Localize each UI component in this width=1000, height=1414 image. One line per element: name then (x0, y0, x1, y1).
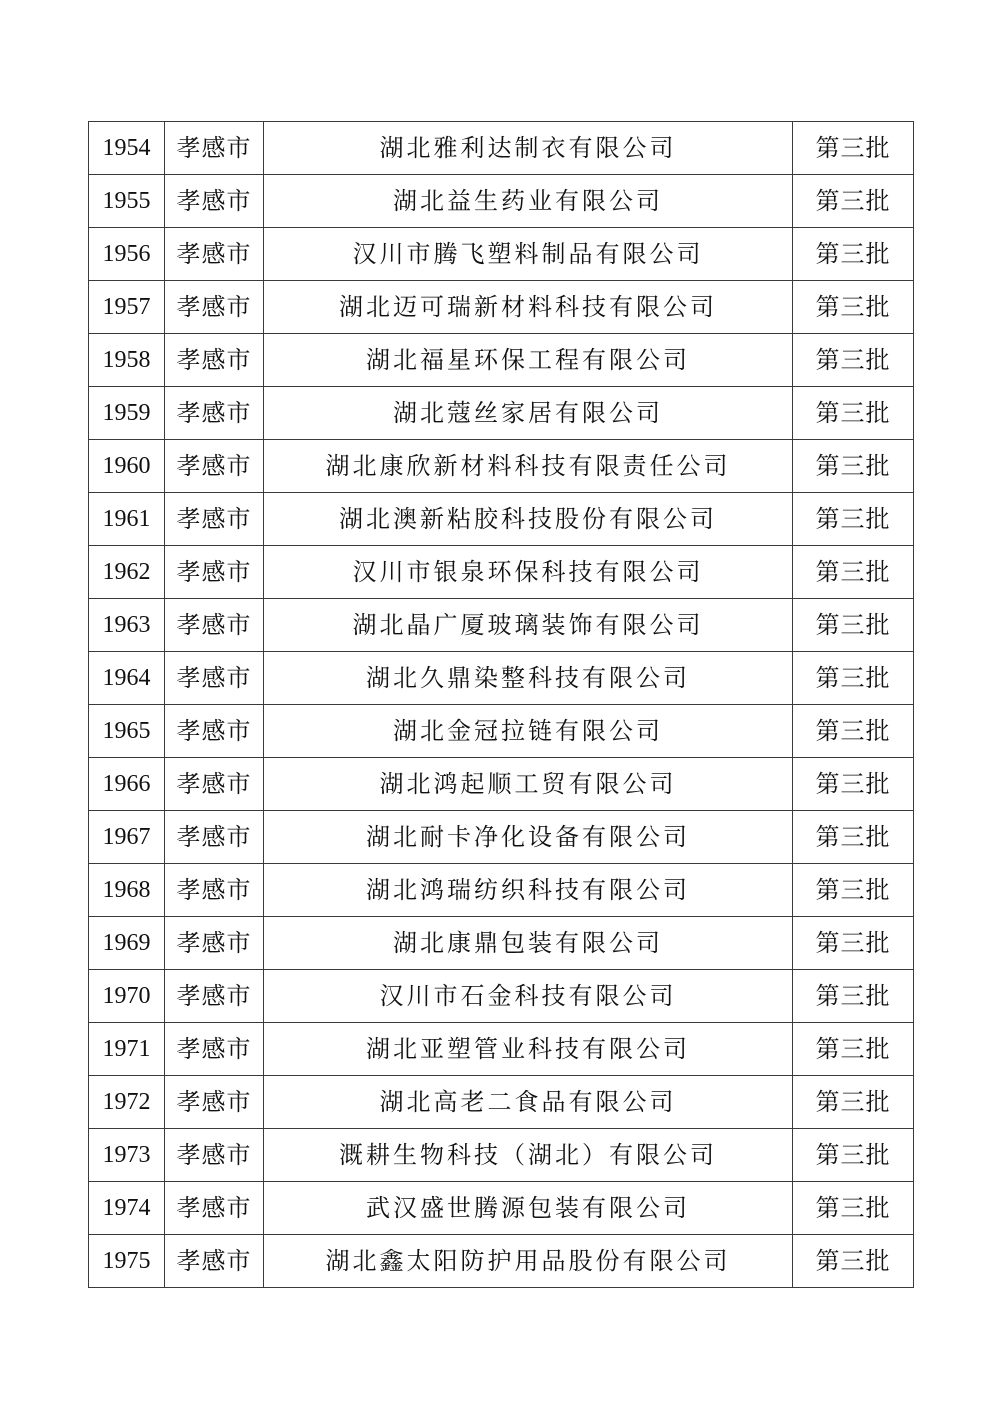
company-name-cell: 湖北福星环保工程有限公司 (264, 334, 793, 387)
serial-number-cell: 1961 (89, 493, 165, 546)
serial-number-cell: 1955 (89, 175, 165, 228)
table-row (89, 970, 914, 1023)
batch-cell: 第三批 (793, 1023, 914, 1076)
serial-number-cell: 1963 (89, 599, 165, 652)
batch-cell: 第三批 (793, 811, 914, 864)
company-name-cell: 湖北迈可瑞新材料科技有限公司 (264, 281, 793, 334)
batch-cell: 第三批 (793, 493, 914, 546)
table-row (89, 334, 914, 387)
city-cell: 孝感市 (165, 228, 264, 281)
table-row (89, 281, 914, 334)
batch-cell: 第三批 (793, 546, 914, 599)
serial-number-cell: 1967 (89, 811, 165, 864)
serial-number-cell: 1959 (89, 387, 165, 440)
company-name-cell: 湖北康欣新材料科技有限责任公司 (264, 440, 793, 493)
serial-number-cell: 1954 (89, 122, 165, 175)
company-name-cell: 湖北澳新粘胶科技股份有限公司 (264, 493, 793, 546)
city-cell: 孝感市 (165, 122, 264, 175)
city-cell: 孝感市 (165, 1235, 264, 1288)
serial-number-cell: 1962 (89, 546, 165, 599)
table-row (89, 705, 914, 758)
batch-cell: 第三批 (793, 917, 914, 970)
company-name-cell: 湖北耐卡净化设备有限公司 (264, 811, 793, 864)
batch-cell: 第三批 (793, 228, 914, 281)
serial-number-cell: 1957 (89, 281, 165, 334)
batch-cell: 第三批 (793, 334, 914, 387)
table-row (89, 122, 914, 175)
table-row (89, 864, 914, 917)
table-row (89, 1235, 914, 1288)
serial-number-cell: 1970 (89, 970, 165, 1023)
city-cell: 孝感市 (165, 1129, 264, 1182)
city-cell: 孝感市 (165, 811, 264, 864)
company-name-cell: 湖北鸿起顺工贸有限公司 (264, 758, 793, 811)
batch-cell: 第三批 (793, 1076, 914, 1129)
city-cell: 孝感市 (165, 387, 264, 440)
city-cell: 孝感市 (165, 1182, 264, 1235)
table-row (89, 1076, 914, 1129)
company-name-cell: 湖北康鼎包装有限公司 (264, 917, 793, 970)
company-name-cell: 湖北亚塑管业科技有限公司 (264, 1023, 793, 1076)
city-cell: 孝感市 (165, 705, 264, 758)
batch-cell: 第三批 (793, 970, 914, 1023)
batch-cell: 第三批 (793, 652, 914, 705)
city-cell: 孝感市 (165, 281, 264, 334)
table-row (89, 917, 914, 970)
city-cell: 孝感市 (165, 970, 264, 1023)
serial-number-cell: 1966 (89, 758, 165, 811)
city-cell: 孝感市 (165, 493, 264, 546)
serial-number-cell: 1972 (89, 1076, 165, 1129)
company-name-cell: 湖北雅利达制衣有限公司 (264, 122, 793, 175)
table-row (89, 546, 914, 599)
city-cell: 孝感市 (165, 334, 264, 387)
batch-cell: 第三批 (793, 599, 914, 652)
company-name-cell: 湖北久鼎染整科技有限公司 (264, 652, 793, 705)
company-name-cell: 武汉盛世腾源包装有限公司 (264, 1182, 793, 1235)
batch-cell: 第三批 (793, 1235, 914, 1288)
company-name-cell: 汉川市银泉环保科技有限公司 (264, 546, 793, 599)
city-cell: 孝感市 (165, 917, 264, 970)
city-cell: 孝感市 (165, 652, 264, 705)
company-list-table (88, 121, 914, 1288)
table-row (89, 599, 914, 652)
table-row (89, 175, 914, 228)
city-cell: 孝感市 (165, 1076, 264, 1129)
company-name-cell: 湖北高老二食品有限公司 (264, 1076, 793, 1129)
batch-cell: 第三批 (793, 705, 914, 758)
serial-number-cell: 1975 (89, 1235, 165, 1288)
city-cell: 孝感市 (165, 758, 264, 811)
table-row (89, 228, 914, 281)
serial-number-cell: 1969 (89, 917, 165, 970)
table-row (89, 1129, 914, 1182)
company-name-cell: 湖北鑫太阳防护用品股份有限公司 (264, 1235, 793, 1288)
company-name-cell: 湖北益生药业有限公司 (264, 175, 793, 228)
table-row (89, 811, 914, 864)
city-cell: 孝感市 (165, 864, 264, 917)
batch-cell: 第三批 (793, 175, 914, 228)
company-name-cell: 溉耕生物科技（湖北）有限公司 (264, 1129, 793, 1182)
table-body (89, 122, 914, 1288)
batch-cell: 第三批 (793, 281, 914, 334)
batch-cell: 第三批 (793, 1129, 914, 1182)
table-row (89, 1023, 914, 1076)
serial-number-cell: 1973 (89, 1129, 165, 1182)
company-name-cell: 湖北金冠拉链有限公司 (264, 705, 793, 758)
table-row (89, 1182, 914, 1235)
serial-number-cell: 1971 (89, 1023, 165, 1076)
company-name-cell: 湖北晶广厦玻璃装饰有限公司 (264, 599, 793, 652)
serial-number-cell: 1968 (89, 864, 165, 917)
serial-number-cell: 1965 (89, 705, 165, 758)
table-row (89, 652, 914, 705)
table-row (89, 758, 914, 811)
serial-number-cell: 1964 (89, 652, 165, 705)
city-cell: 孝感市 (165, 599, 264, 652)
table-row (89, 440, 914, 493)
table-row (89, 387, 914, 440)
city-cell: 孝感市 (165, 175, 264, 228)
serial-number-cell: 1960 (89, 440, 165, 493)
batch-cell: 第三批 (793, 758, 914, 811)
serial-number-cell: 1958 (89, 334, 165, 387)
company-name-cell: 湖北蔻丝家居有限公司 (264, 387, 793, 440)
serial-number-cell: 1956 (89, 228, 165, 281)
serial-number-cell: 1974 (89, 1182, 165, 1235)
city-cell: 孝感市 (165, 1023, 264, 1076)
city-cell: 孝感市 (165, 440, 264, 493)
company-name-cell: 湖北鸿瑞纺织科技有限公司 (264, 864, 793, 917)
batch-cell: 第三批 (793, 440, 914, 493)
batch-cell: 第三批 (793, 1182, 914, 1235)
batch-cell: 第三批 (793, 864, 914, 917)
company-name-cell: 汉川市石金科技有限公司 (264, 970, 793, 1023)
batch-cell: 第三批 (793, 122, 914, 175)
table-row (89, 493, 914, 546)
company-name-cell: 汉川市腾飞塑料制品有限公司 (264, 228, 793, 281)
city-cell: 孝感市 (165, 546, 264, 599)
batch-cell: 第三批 (793, 387, 914, 440)
